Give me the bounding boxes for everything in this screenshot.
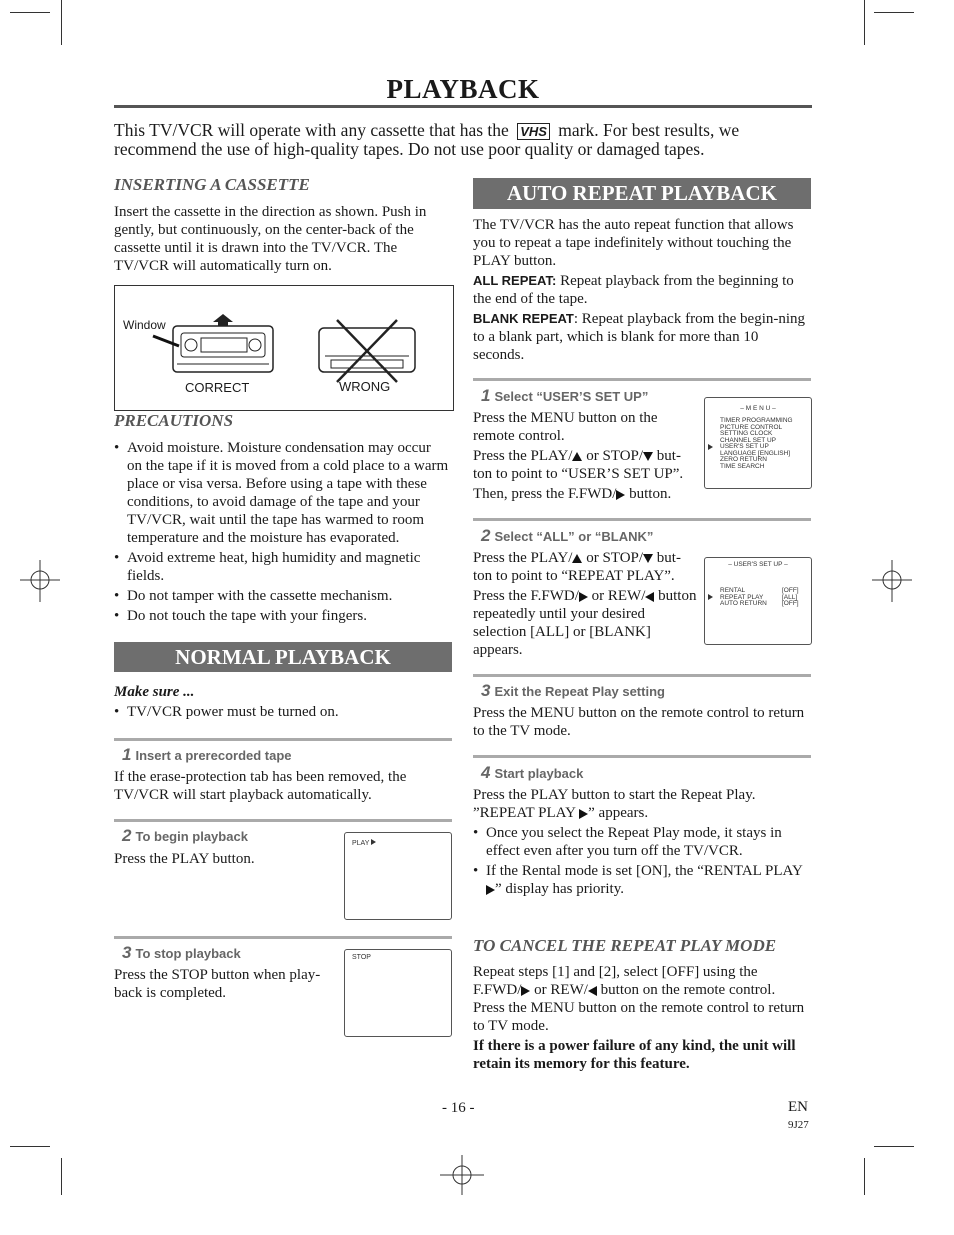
menu-cursor-icon xyxy=(708,444,713,450)
step-title: Select “ALL” or “BLANK” xyxy=(494,529,654,544)
menu-list xyxy=(720,418,793,470)
crop-mark xyxy=(61,0,62,45)
normal-step2-heading xyxy=(122,826,248,846)
list-item: • Avoid extreme heat, high humidity and magnetic fields. xyxy=(114,549,449,585)
title-rule xyxy=(114,105,812,108)
auto-step2-text xyxy=(473,549,699,659)
menu-item: TIMER PROGRAMMING xyxy=(720,417,793,424)
text-run: or REW/ xyxy=(530,982,588,998)
right-arrow-icon xyxy=(579,592,588,602)
auto-repeat-intro: The TV/VCR has the auto repeat function that allows you to repeat a tape indefinitely without touching the PLAY button. xyxy=(473,217,794,269)
text-run: ” appears. xyxy=(588,805,649,821)
menu-screen xyxy=(704,397,812,489)
step-rule xyxy=(114,819,452,822)
menu-item: SETTING CLOCK xyxy=(720,430,773,437)
intro-paragraph xyxy=(114,121,814,159)
normal-step3-heading xyxy=(122,943,241,963)
list-item: • Once you select the Repeat Play mode, it stays in effect even after you turn off the TV/VCR. xyxy=(473,824,808,860)
step-title: Exit the Repeat Play setting xyxy=(494,684,665,699)
screen-text xyxy=(352,839,376,848)
auto-step1-heading xyxy=(481,386,648,406)
right-arrow-icon xyxy=(579,809,588,819)
step4-p1 xyxy=(473,786,808,822)
step-rule xyxy=(473,518,811,521)
step1-p3 xyxy=(473,485,695,503)
intro-text-2: mark. For best results, we recommend the use of high-quality tapes. Do not use poor quality or damaged tapes. xyxy=(114,120,740,159)
registration-mark-bottom xyxy=(440,1155,484,1199)
text-run: but-ton to point to “REPEAT PLAY”. xyxy=(473,550,681,584)
crop-mark xyxy=(864,0,865,45)
screen-stop-label: STOP xyxy=(352,954,371,961)
auto-step1-text xyxy=(473,409,695,503)
text-run: ” display has priority. xyxy=(495,881,625,897)
make-sure-label: Make sure ... xyxy=(114,684,195,700)
up-arrow-icon xyxy=(572,554,582,563)
step-rule xyxy=(473,755,811,758)
menu-cursor-icon xyxy=(708,594,713,600)
crop-mark xyxy=(61,1158,62,1195)
text-run: but-ton to point to “USER’S SET UP”. xyxy=(473,448,684,482)
text-run: or REW/ xyxy=(587,588,646,604)
registration-mark-left xyxy=(18,560,62,604)
step-number: 3 xyxy=(481,681,491,700)
step-rule xyxy=(473,674,811,677)
step-number: 2 xyxy=(481,526,491,545)
cassette-figure xyxy=(114,285,454,411)
step-title: To stop playback xyxy=(135,946,241,961)
cassette-illustration xyxy=(115,286,453,410)
step-number: 1 xyxy=(122,745,132,764)
cancel-heading: TO CANCEL THE REPEAT PLAY MODE xyxy=(473,936,777,955)
menu-value: [ALL] xyxy=(782,593,798,601)
vhs-logo: VHS xyxy=(517,123,550,140)
step-number: 2 xyxy=(122,826,132,845)
menu-item: AUTO RETURN xyxy=(720,600,767,607)
crop-mark xyxy=(864,1158,865,1195)
inserting-heading: INSERTING A CASSETTE xyxy=(114,175,310,194)
normal-playback-banner: NORMAL PLAYBACK xyxy=(114,642,452,672)
screen-play-label: PLAY xyxy=(352,840,370,847)
step2-p2 xyxy=(473,587,699,659)
text-run: Press the PLAY/ xyxy=(473,550,573,566)
step2-p1 xyxy=(473,549,699,585)
right-arrow-icon xyxy=(486,885,495,895)
blank-repeat-label: BLANK REPEAT xyxy=(473,311,574,326)
down-arrow-icon xyxy=(643,452,653,461)
menu-item: RENTAL xyxy=(720,587,746,594)
step1-p2 xyxy=(473,447,695,483)
text-run: button on the remote control. Press the MENU button on the remote control to return to TV mode. xyxy=(473,982,805,1034)
blank-repeat-text: : Repeat playback from the begin-ning to a blank part, which is blank for more than 10 seconds. xyxy=(473,311,806,363)
wrong-label: WRONG xyxy=(339,379,391,394)
text-run: Press the PLAY/ xyxy=(473,448,573,464)
auto-step4-heading xyxy=(481,763,583,783)
text-run: button repeatedly until your desired selection [ALL] or [BLANK] appears. xyxy=(473,588,697,658)
menu-item: ZERO RETURN xyxy=(720,456,767,463)
step-rule xyxy=(473,378,811,381)
menu-value: [OFF] xyxy=(782,587,799,594)
text-run: Press the F.FWD/ xyxy=(473,588,579,604)
step-title: Insert a prerecorded tape xyxy=(135,748,292,763)
text-run: or STOP/ xyxy=(582,448,644,464)
list-item xyxy=(473,862,808,898)
auto-step4-text xyxy=(473,786,808,898)
step-number: 4 xyxy=(481,763,491,782)
left-arrow-icon xyxy=(588,986,597,996)
up-arrow-icon xyxy=(572,452,582,461)
list-item: • Do not touch the tape with your fingers. xyxy=(114,607,449,625)
menu-item: USER'S SET UP xyxy=(720,443,769,450)
inserting-text: Insert the cassette in the direction as shown. Push in gently, but continuously, on the center-back of the cassette until it is drawn into the TV/VCR. The TV/VCR will automatically turn on. xyxy=(114,204,427,274)
registration-mark-right xyxy=(870,560,914,604)
make-sure-item: • TV/VCR power must be turned on. xyxy=(114,703,447,721)
play-arrow-icon xyxy=(371,839,376,845)
page-number: - 16 - xyxy=(442,1100,475,1116)
users-setup-screen xyxy=(704,557,812,645)
menu-item: CHANNEL SET UP xyxy=(720,436,776,444)
menu-title: – M E N U – xyxy=(740,405,776,412)
menu-item: PICTURE CONTROL xyxy=(720,423,783,431)
list-item: • Do not tamper with the cassette mechanism. xyxy=(114,587,449,605)
document-code: 9J27 xyxy=(788,1119,809,1131)
text-run: Then, press the F.FWD/ xyxy=(473,486,617,502)
power-failure-note: If there is a power failure of any kind, the unit will retain its memory for this feature. xyxy=(473,1038,796,1072)
text-run: Repeat steps [1] and [2], select [OFF] using the F.FWD/ xyxy=(473,964,758,998)
text-run: or STOP/ xyxy=(582,550,644,566)
auto-repeat-banner: AUTO REPEAT PLAYBACK xyxy=(473,178,811,209)
step-number: 1 xyxy=(481,386,491,405)
auto-step3-text: Press the MENU button on the remote control to return to the TV mode. xyxy=(473,705,805,739)
auto-step3-heading xyxy=(481,681,665,701)
normal-step1-heading xyxy=(122,745,292,765)
crop-mark xyxy=(10,1146,50,1147)
auto-step2-heading xyxy=(481,526,653,546)
correct-cassette-icon xyxy=(173,314,273,372)
normal-step2-text: Press the PLAY button. xyxy=(114,851,255,867)
intro-text-1: This TV/VCR will operate with any cassette that has the xyxy=(114,120,509,140)
step1-p1: Press the MENU button on the remote control. xyxy=(473,410,658,444)
language-code: EN xyxy=(788,1099,808,1115)
menu-values xyxy=(782,588,799,608)
text-run: Press the PLAY button to start the Repeat Play. ”REPEAT PLAY xyxy=(473,787,756,821)
step-title: Select “USER’S SET UP” xyxy=(494,389,649,404)
normal-step1-text: If the erase-protection tab has been removed, the TV/VCR will start playback automatically. xyxy=(114,769,407,803)
play-screen xyxy=(344,832,452,920)
menu-title: – USER'S SET UP – xyxy=(728,561,788,568)
wrong-cassette-icon xyxy=(319,320,415,382)
precautions-heading: PRECAUTIONS xyxy=(114,411,234,430)
cancel-text xyxy=(473,963,808,1073)
all-repeat-desc xyxy=(473,272,813,308)
blank-repeat-desc xyxy=(473,310,813,364)
step-title: To begin playback xyxy=(135,829,248,844)
text-run: button. xyxy=(625,486,672,502)
precautions-list xyxy=(114,439,449,625)
crop-mark xyxy=(874,1146,914,1147)
stop-screen xyxy=(344,949,452,1037)
correct-label: CORRECT xyxy=(185,380,250,395)
menu-list xyxy=(720,588,767,608)
step-title: Start playback xyxy=(494,766,584,781)
normal-step3-text: Press the STOP button when play-back is completed. xyxy=(114,967,321,1001)
down-arrow-icon xyxy=(643,554,653,563)
all-repeat-text: Repeat playback from the beginning to the end of the tape. xyxy=(473,273,794,307)
menu-item: REPEAT PLAY xyxy=(720,593,764,601)
crop-mark xyxy=(874,12,914,13)
step-number: 3 xyxy=(122,943,132,962)
page-title: PLAYBACK xyxy=(386,74,540,104)
crop-mark xyxy=(10,12,50,13)
menu-item: TIME SEARCH xyxy=(720,462,765,470)
all-repeat-label: ALL REPEAT: xyxy=(473,273,557,288)
menu-value: [OFF] xyxy=(782,600,799,607)
step-rule xyxy=(114,936,452,939)
window-label: Window xyxy=(123,318,166,332)
text-run: If the Rental mode is set [ON], the “RENTAL PLAY xyxy=(486,863,803,879)
step-rule xyxy=(114,738,452,741)
list-item: • Avoid moisture. Moisture condensation may occur on the tape if it is moved from a cold place to a warm place or visa versa. Before using a tape with these conditions, to avoid damage of the tape and your TV/VCR, wait until the tape has warmed to room temperature and the moisture has evaporated. xyxy=(114,439,449,547)
menu-item: LANGUAGE [ENGLISH] xyxy=(720,449,791,457)
